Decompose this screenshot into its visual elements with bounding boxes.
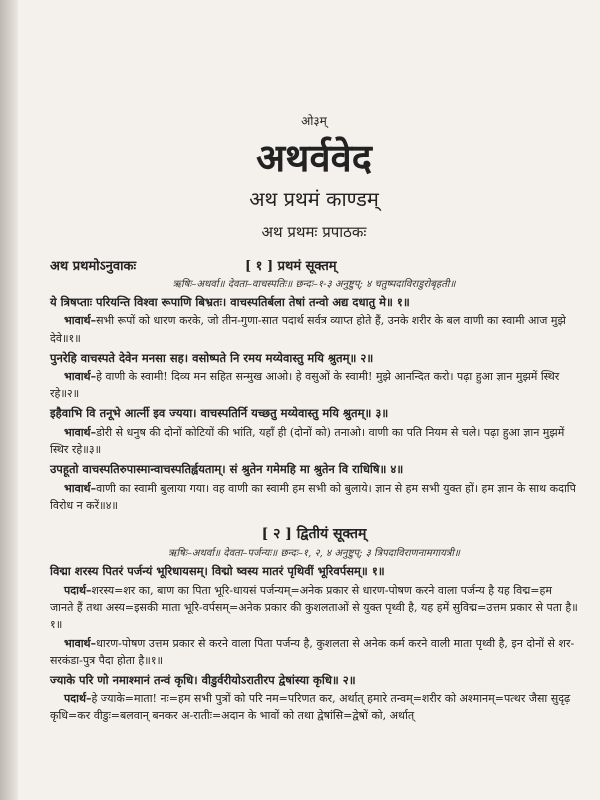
bhavarth-text: वाणी का स्वामी बुलाया गया। वह वाणी का स्वामी हम सभी को बुलाये। ज्ञान से हम सभी युक्त हों। हम ज्ञान के साथ कदापि विरोध न करें॥४॥ xyxy=(50,481,576,512)
bhavarth-text: धारण-पोषण उत्तम प्रकार से करने वाला पिता पर्जन्य है, कुशलता से अनेक कर्म करने वाली माता पृथ्वी है, इन दोनों से शर-सरकंडा-पुत्र पैदा होता है॥१॥ xyxy=(50,636,575,667)
mantra-1-4: उपहूतो वाचस्पतिरुपास्मान्वाचस्पतिर्ह्वयताम्। सं श्रुतेन गमेमहि मा श्रुतेन वि राधिषि॥ ४॥ xyxy=(50,462,404,477)
bhavarth-text: सभी रूपों को धारण करके, जो तीन-गुणा-सात पदार्थ सर्वत्र व्याप्त होते हैं, उनके शरीर के बल वाणी का स्वामी आज मुझे देवे॥१॥ xyxy=(50,314,566,345)
bhavarth-label: भावार्थ– xyxy=(64,370,97,384)
padarth-text: हे ज्याके=माता! नः=हम सभी पुत्रों को परि नम=परिणत कर, अर्थात् हमारे तन्वम्=शरीर को अश्मानम्=पत्थर जैसा सुदृढ़ कृधि=कर वीडुः=बलवान् बनकर अ-रातीः=अदान के भावों को तथा द्वेषांसि=द्वेषों को, अर्थात् xyxy=(50,692,571,723)
padarth-text: शरस्य=शर का, बाण का पिता भूरि-धायसं पर्जन्यम्=अनेक प्रकार से धारण-पोषण करने वाला पर्जन्य है यह विद्म=हम जानते हैं तथा अस्य=इसकी माता भूरि-वर्पसम्=अनेक प्रकार की कुशलताओं से युक्त पृथ्वी है, यह हमें सुविद्म=उत्तम प्रकार से पता है॥१॥ xyxy=(50,583,578,631)
sukta-1-meta: ऋषिः–अथर्वा॥ देवता–वाचस्पतिः॥ छन्दः–१-३ अनुष्टुप्; ४ चतुष्पदाविराडुरोबृहती॥ xyxy=(172,278,456,290)
padarth-label: पदार्थ– xyxy=(64,692,92,706)
bhavarth-label: भावार्थ– xyxy=(64,481,97,495)
padarth-2-1 xyxy=(50,582,578,633)
kanda-heading: अथ प्रथमं काण्डम् xyxy=(249,186,379,211)
bhavarth-1-4 xyxy=(50,480,578,514)
mantra-2-1: विद्मा शरस्य पितरं पर्जन्यं भूरिधायसम्। विद्मो ष्वस्य मातरं पृथिवीं भूरिवर्पसम्॥ १॥ xyxy=(50,563,385,578)
sukta-2-heading: [ २ ] द्वितीयं सूक्तम् xyxy=(261,525,367,542)
bhavarth-label: भावार्थ– xyxy=(64,426,97,439)
mantra-1-3: इहैवाभि वि तनूभे आर्त्नी इव ज्यया। वाचस्पतिर्नि यच्छतु मय्येवास्तु मयि श्रुतम्॥ ३॥ xyxy=(50,406,389,421)
prapathak-heading: अथ प्रथमः प्रपाठकः xyxy=(261,222,367,241)
bhavarth-text: हे वाणी के स्वामी! दिव्य मन सहित सन्मुख आओ। हे वसुओं के स्वामी! मुझे आनन्दित करो। पढ़ा हुआ ज्ञान मुझमें स्थिर रहे॥२॥ xyxy=(50,370,560,401)
om-heading: ओ३म् xyxy=(301,114,327,128)
page-title: अथर्ववेद xyxy=(256,135,372,180)
anuvak-heading: अथ प्रथमोऽनुवाकः xyxy=(50,258,137,274)
bhavarth-1-2 xyxy=(50,368,578,402)
padarth-label: पदार्थ– xyxy=(64,583,92,597)
mantra-1-1: ये त्रिषप्ताः परियन्ति विश्वा रूपाणि बिभ्रतः। वाचस्पतिर्बला तेषां तन्वो अद्य दधातु मे॥ १॥ xyxy=(50,294,410,309)
mantra-2-2: ज्याके परि णो नमाश्मानं तन्वं कृधि। वीडुर्वरीयोऽरातीरप द्वेषांस्या कृधि॥ २॥ xyxy=(50,672,356,687)
bhavarth-label: भावार्थ– xyxy=(64,636,97,650)
sukta-1-heading: [ १ ] प्रथमं सूक्तम् xyxy=(245,258,337,274)
bhavarth-1-1 xyxy=(50,312,578,346)
bhavarth-text: डोरी से धनुष की दोनों कोटियों की भांति, यहाँ ही (दोनों को) तनाओ। वाणी का पति नियम से चले। पढ़ा हुआ ज्ञान मुझमें स्थिर रहे॥३॥ xyxy=(50,426,565,457)
mantra-1-2: पुनरेहि वाचस्पते देवेन मनसा सह। वसोष्पते नि रमय मय्येवास्तु मयि श्रुतम्॥ २॥ xyxy=(50,350,374,365)
bhavarth-2-1 xyxy=(50,635,578,669)
bhavarth-1-3 xyxy=(50,424,578,458)
bhavarth-label: भावार्थ– xyxy=(64,314,97,328)
padarth-2-2 xyxy=(50,690,578,724)
anuvak-row xyxy=(50,256,578,274)
sukta-2-meta: ऋषिः–अथर्वा॥ देवता–पर्जन्यः॥ छन्दः–१, २, ४ अनुष्टुप्; ३ त्रिपदाविराणनामगायत्री॥ xyxy=(167,547,461,559)
